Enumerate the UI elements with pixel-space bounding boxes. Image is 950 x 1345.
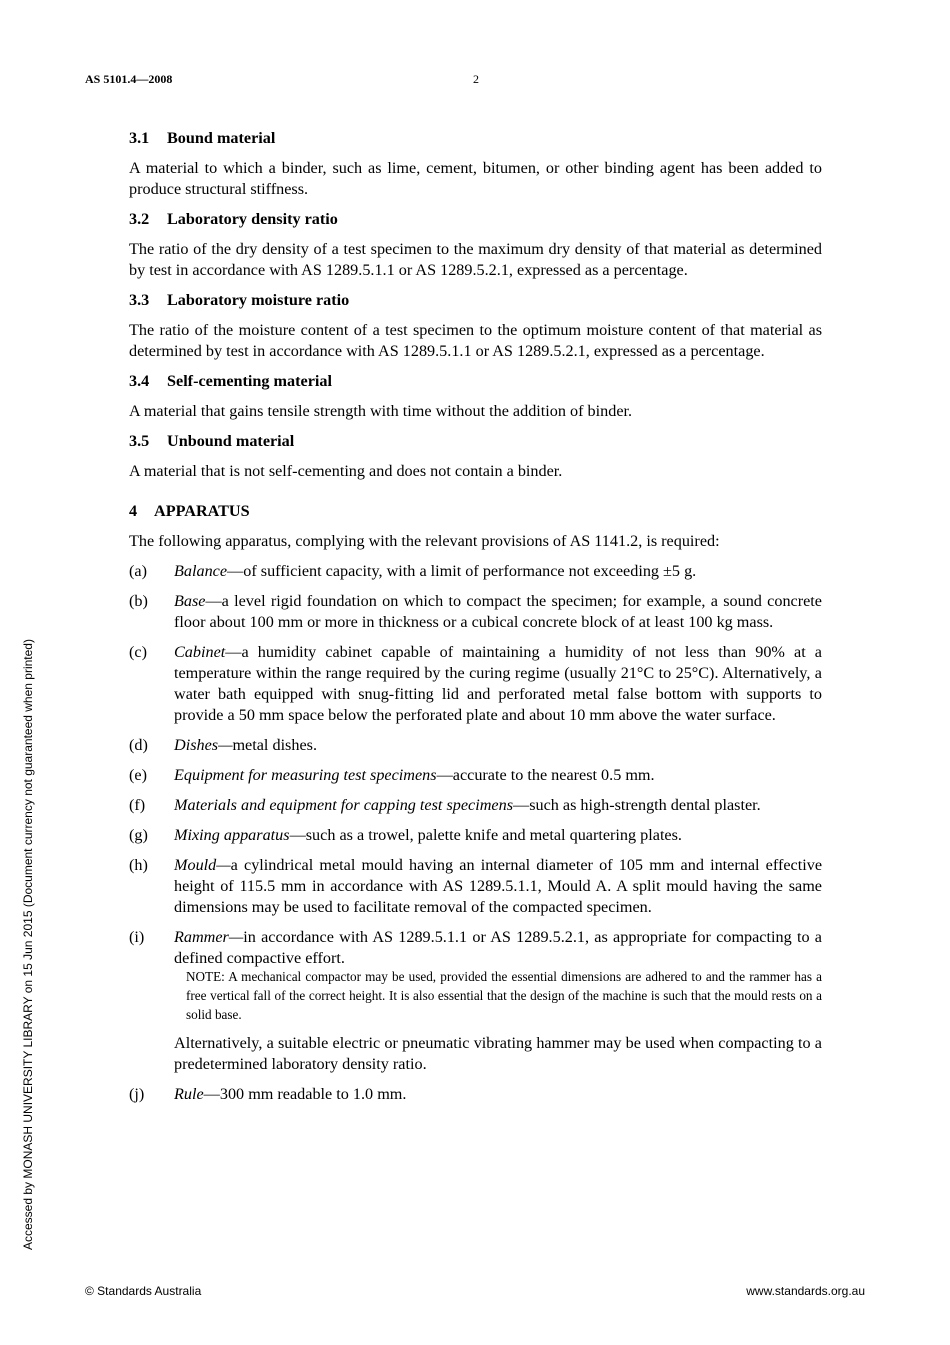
page-header [85, 72, 865, 88]
section-title: Unbound material [167, 432, 295, 450]
item-label: (c) [129, 643, 147, 661]
page-footer [85, 1284, 865, 1300]
item-text: metal dishes. [232, 736, 317, 754]
section-number: 3.2 [129, 210, 150, 228]
section-heading [129, 431, 822, 452]
item-term: Mould— [174, 856, 231, 874]
item-text: a cylindrical metal mould having an internal diameter of 105 mm and internal effective height of 115.5 mm in accordance with AS 1289.5.1.1, Mould A. A split mould having the same dimensions may be used to facilitate removal of the compacted specimen. [174, 856, 822, 916]
section-number: 3.3 [129, 291, 150, 309]
item-text: —a humidity cabinet capable of maintaining a humidity of not less than 90% at a temperature within the range required by the curing regime (usually 21°C to 25°C). Alternatively, a water bath equipped with snug-fitting lid and perforated metal false bottom with supports to provide a 50 mm space below the perforated plate and about 10 mm above the water surface. [174, 643, 822, 724]
apparatus-item-dishes [129, 735, 822, 756]
item-label: (h) [129, 856, 148, 874]
section-text: The ratio of the moisture content of a test specimen to the optimum moisture content of that material as determined by test in accordance with AS 1289.5.1.1 or AS 1289.5.2.1, expressed as a percentage. [129, 321, 822, 360]
item-text: —of sufficient capacity, with a limit of performance not exceeding ±5 g. [227, 562, 697, 580]
item-text: —a level rigid foundation on which to compact the specimen; for example, a sound concrete floor about 100 mm or more in thickness or a cubical concrete block of at least 100 kg mass. [174, 592, 822, 631]
item-term: Cabinet [174, 643, 226, 661]
item-label: (j) [129, 1085, 145, 1103]
apparatus-item-base [129, 591, 822, 633]
section-number: 3.4 [129, 372, 150, 390]
section-text: A material that gains tensile strength with time without the addition of binder. [129, 402, 633, 420]
rammer-note: NOTE: A mechanical compactor may be used, provided the essential dimensions are adhered to and the rammer has a free vertical fall of the correct height. It is also essential that the design of the machine is such that the mould rests on a solid base. [186, 969, 822, 1022]
item-term: Rule [174, 1085, 204, 1103]
item-text: —such as a trowel, palette knife and metal quartering plates. [289, 826, 682, 844]
apparatus-item-capping-materials [129, 795, 822, 816]
item-text: —such as high-strength dental plaster. [513, 796, 761, 814]
access-watermark: Accessed by MONASH UNIVERSITY LIBRARY on 15 Jun 2015 (Document currency not guaranteed when printed) [21, 639, 35, 1250]
item-term: Mixing apparatus [174, 826, 290, 844]
item-label: (b) [129, 592, 148, 610]
item-term: Materials and equipment for capping test specimens [174, 796, 513, 814]
item-label: (g) [129, 826, 148, 844]
apparatus-item-balance [129, 561, 822, 582]
section-heading [129, 128, 822, 149]
section-heading [129, 209, 822, 230]
item-label: (f) [129, 796, 146, 814]
rammer-alternative: Alternatively, a suitable electric or pneumatic vibrating hammer may be used when compacting to a predetermined laboratory density ratio. [174, 1034, 822, 1073]
section-heading [129, 371, 822, 392]
document-body [129, 128, 822, 1114]
item-label: (i) [129, 928, 145, 946]
item-term: Base [174, 592, 206, 610]
item-label: (e) [129, 766, 147, 784]
item-term: Dishes— [174, 736, 233, 754]
item-text: in accordance with AS 1289.5.1.1 or AS 1289.5.2.1, as appropriate for compacting to a defined compactive effort. [174, 928, 822, 967]
section-number: 3.5 [129, 432, 150, 450]
apparatus-item-mould [129, 855, 822, 918]
copyright-notice: © Standards Australia [85, 1284, 202, 1298]
section-text: A material that is not self-cementing and does not contain a binder. [129, 462, 563, 480]
item-label: (d) [129, 736, 148, 754]
section-title: Bound material [167, 129, 276, 147]
apparatus-heading [129, 501, 822, 522]
section-title: APPARATUS [154, 502, 250, 520]
item-term: Balance [174, 562, 228, 580]
item-label: (a) [129, 562, 147, 580]
standard-number: AS 5101.4—2008 [85, 72, 173, 86]
section-heading [129, 290, 822, 311]
apparatus-item-measuring-equipment [129, 765, 822, 786]
page-number: 2 [473, 72, 479, 86]
item-text: —accurate to the nearest 0.5 mm. [436, 766, 655, 784]
item-term: Equipment for measuring test specimens [174, 766, 437, 784]
apparatus-item-rammer [129, 927, 822, 1075]
apparatus-intro: The following apparatus, complying with the relevant provisions of AS 1141.2, is required: [129, 532, 720, 550]
section-text: The ratio of the dry density of a test specimen to the maximum dry density of that material as determined by test in accordance with AS 1289.5.1.1 or AS 1289.5.2.1, expressed as a percentage. [129, 240, 822, 279]
section-number: 3.1 [129, 129, 150, 147]
apparatus-item-rule [129, 1084, 822, 1105]
website-link[interactable]: www.standards.org.au [746, 1284, 865, 1298]
item-term: Rammer— [174, 928, 244, 946]
apparatus-item-cabinet [129, 642, 822, 726]
section-title: Laboratory density ratio [167, 210, 338, 228]
section-title: Laboratory moisture ratio [167, 291, 350, 309]
apparatus-item-mixing-apparatus [129, 825, 822, 846]
section-number: 4 [129, 502, 138, 520]
section-text: A material to which a binder, such as lime, cement, bitumen, or other binding agent has been added to produce structural stiffness. [129, 159, 822, 198]
section-title: Self-cementing material [167, 372, 332, 390]
item-text: —300 mm readable to 1.0 mm. [203, 1085, 407, 1103]
